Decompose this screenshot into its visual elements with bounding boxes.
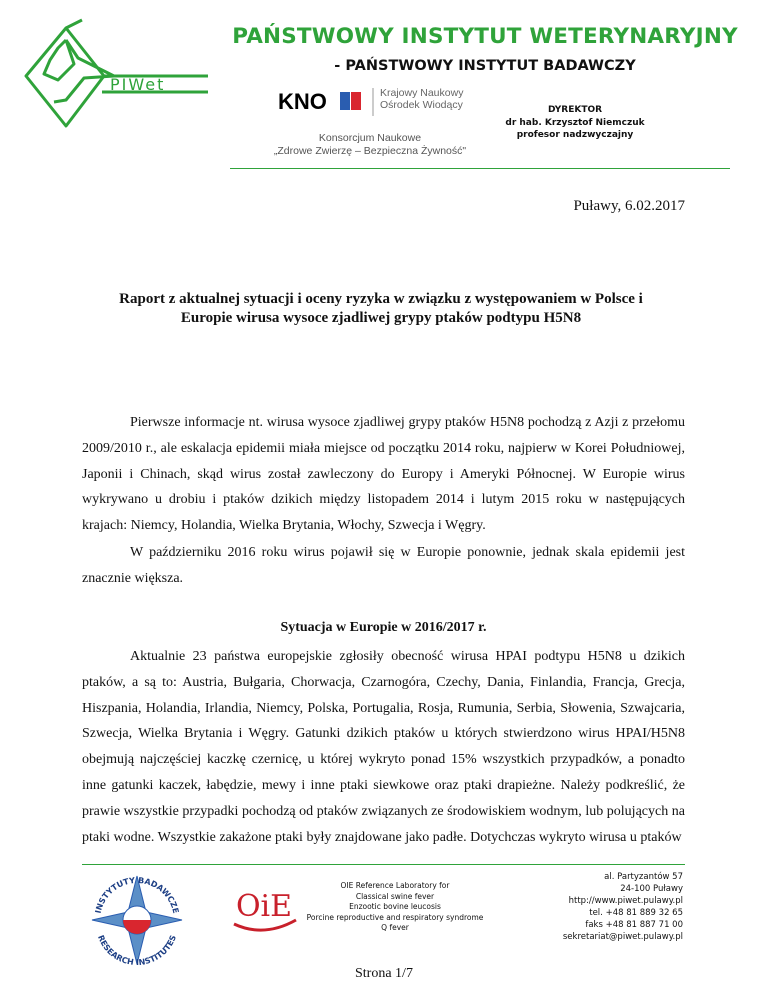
page-number: Strona 1/7 — [355, 966, 413, 981]
document-date: Puławy, 6.02.2017 — [573, 198, 685, 214]
research-institutes-logo — [82, 868, 192, 972]
intro-paragraph: Pierwsze informacje nt. wirusa wysoce zjadliwej grypy ptaków H5N8 pochodzą z Azji z przełomu 2009/2010 r., ale eskalacja epidemii miała miejsce od początku 2014 roku, najpierw w Korei Południowej, Japonii i Chinach, skąd wirus został zawleczony do Europy i Ameryki Północnej. W Europie wirus wykrywano u drobiu i ptaków dzikich między listopadem 2014 i lutym 2015 roku w następujących krajach: Niemcy, Holandia, Wielka Brytania, Włochy, Szwecja i Węgry. — [82, 415, 685, 534]
svg-text:OiE: OiE — [235, 889, 293, 924]
footer-divider — [82, 864, 685, 865]
report-title: Raport z aktualnej sytuacji i oceny ryzyka w związku z występowaniem w Polsce i Europie wirusa wysoce zjadliwej grypy ptaków podtypu H5N8 — [119, 291, 643, 326]
konsorcjum-label: Konsorcjum Naukowe „Zdrowe Zwierzę – Bezpieczna Żywność" — [273, 132, 467, 157]
piwet-logo — [18, 18, 218, 140]
email-link[interactable]: sekretariat@piwet.pulawy.pl — [562, 932, 683, 942]
oie-logo — [224, 880, 304, 936]
svg-text:KNO: KNO — [278, 89, 327, 114]
section-paragraph: Aktualnie 23 państwa europejskie zgłosiły obecność wirusa HPAI podtypu H5N8 u dzikich ptaków, a są to: Austria, Bułgaria, Chorwacja, Czarnogóra, Czechy, Dania, Finlandia, Francja, Grecja, Hiszpania, Holandia, Irlandia, Niemcy, Polska, Portugalia, Rosja, Rumunia, Serbia, Słowenia, Szwajcaria, Szwecja, Wielka Brytania i Węgry. Gatunki dzikich ptaków u których stwierdzono wirus HPAI/H5N8 obejmują najczęściej kaczkę czernicę, u której wykryto ponad 15% wszystkich przypadków, a ponadto inne gatunki kaczek, łabędzie, mewy i inne ptaki siewkowe oraz ptaki drapieżne. Należy podkreślić, że prawie wszystkie przypadki pochodzą od ptaków związanych ze środowiskiem wodnym, lub polujących na ptaki wodne. Wszystkie zakażone ptaki były znajdowane jako padłe. Dotychczas wykryto wirusa u ptaków — [82, 649, 685, 845]
institute-name: PAŃSTWOWY INSTYTUT WETERYNARYJNY — [232, 24, 738, 49]
svg-text:INSTYTUTY BADAWCZE: INSTYTUTY BADAWCZE — [93, 875, 181, 915]
header-divider — [230, 168, 730, 169]
svg-text:RESEARCH INSTITUTES: RESEARCH INSTITUTES — [95, 933, 178, 968]
director-block: DYREKTOR dr hab. Krzysztof Niemczuk profesor nadzwyczajny — [505, 105, 645, 140]
svg-text:PIWet: PIWet — [110, 75, 166, 94]
intro-paragraph-2: W październiku 2016 roku wirus pojawił się w Europie ponownie, jednak skala epidemii jest znacznie większa. — [82, 545, 685, 586]
section-title: Sytuacja w Europie w 2016/2017 r. — [280, 620, 487, 635]
contact-address: al. Partyzantów 57 24-100 Puławy http://www.piwet.pulawy.pl tel. +48 81 889 32 65 faks +48 81 887 71 00 sekretariat@piwet.pulawy.pl — [562, 872, 683, 942]
oie-reference-lab: OIE Reference Laboratory for Classical swine fever Enzootic bovine leucosis Porcine reproductive and respiratory syndrome Q fever — [306, 881, 484, 932]
institute-subtitle: - PAŃSTWOWY INSTYTUT BADAWCZY — [334, 58, 636, 74]
kno-caption: Krajowy Naukowy Ośrodek Wiodący — [380, 87, 464, 111]
website-link[interactable]: http://www.piwet.pulawy.pl — [568, 896, 683, 906]
